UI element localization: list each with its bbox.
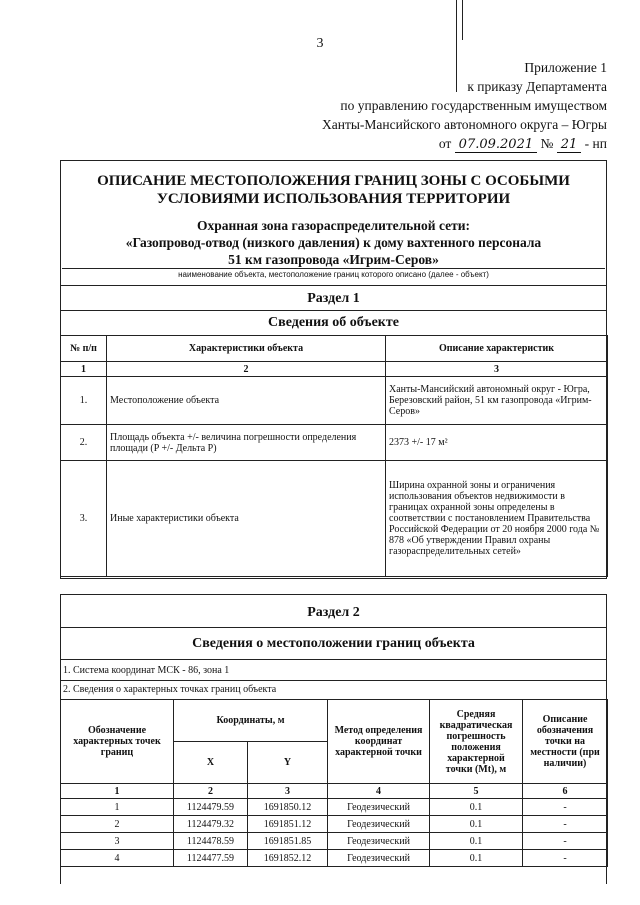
row-name: Местоположение объекта bbox=[107, 377, 386, 425]
appendix-header bbox=[322, 58, 607, 154]
row-num: 3. bbox=[61, 461, 107, 577]
order-suffix: - нп bbox=[584, 136, 607, 151]
section-1-title: Раздел 1 bbox=[307, 291, 360, 306]
point-method: Геодезический bbox=[328, 799, 430, 816]
point-number: 2 bbox=[61, 816, 174, 833]
page-number: 3 bbox=[316, 36, 324, 51]
divider bbox=[60, 285, 607, 286]
row-name: Иные характеристики объекта bbox=[107, 461, 386, 577]
points-label: 2. Сведения о характерных точках границ объекта bbox=[63, 684, 277, 695]
point-x: 1124478.59 bbox=[174, 833, 248, 850]
col-number: 1 bbox=[61, 784, 174, 799]
point-desc: - bbox=[523, 816, 608, 833]
object-name: Охранная зона газораспределительной сети: «Газопровод-отвод (низкого давления) к дому вахтенного персонала 51 км газопровода «Игрим-Серов» bbox=[125, 218, 542, 267]
table-row bbox=[61, 425, 608, 461]
col-number: 6 bbox=[523, 784, 608, 799]
appendix-date-line bbox=[322, 134, 607, 154]
point-desc: - bbox=[523, 799, 608, 816]
point-method: Геодезический bbox=[328, 816, 430, 833]
object-caption: наименование объекта, местоположение границ которого описано (далее - объект) bbox=[178, 270, 489, 279]
divider bbox=[60, 627, 607, 628]
row-desc: Ханты-Мансийский автономный округ - Югра, Березовский район, 51 км газопровода «Игрим-Серов» bbox=[386, 377, 608, 425]
point-x: 1124479.32 bbox=[174, 816, 248, 833]
point-mt: 0.1 bbox=[430, 833, 523, 850]
table-row bbox=[61, 799, 608, 816]
header-error: Средняя квадратическая погрешность положения характерной точки (Mt), м bbox=[430, 700, 523, 784]
point-y: 1691851.12 bbox=[248, 816, 328, 833]
divider bbox=[60, 659, 607, 660]
col-number: 2 bbox=[107, 362, 386, 377]
scan-line bbox=[462, 0, 463, 40]
scan-line bbox=[456, 0, 457, 92]
header-x: X bbox=[174, 742, 248, 784]
col-number: 4 bbox=[328, 784, 430, 799]
row-desc: Ширина охранной зоны и ограничения использования объектов недвижимости в границах охранной зоны определены в соответствии с постановлением Правительства Российской Федерации от 20 ноября 2000 года № 878 «Об утверждении Правил охраны газораспределительных сетей» bbox=[386, 461, 608, 577]
divider bbox=[60, 680, 607, 681]
point-mt: 0.1 bbox=[430, 816, 523, 833]
divider bbox=[62, 268, 605, 269]
row-num: 1. bbox=[61, 377, 107, 425]
divider bbox=[60, 310, 607, 311]
row-desc: 2373 +/- 17 м² bbox=[386, 425, 608, 461]
table-row bbox=[61, 816, 608, 833]
number-label: № bbox=[540, 136, 554, 151]
col-number: 3 bbox=[248, 784, 328, 799]
header-point-description: Описание обозначения точки на местности (при наличии) bbox=[523, 700, 608, 784]
header-coordinates: Координаты, м bbox=[174, 700, 328, 742]
order-date: 07.09.2021 bbox=[455, 137, 537, 153]
header-designation: Обозначение характерных точек границ bbox=[61, 700, 174, 784]
col-number: 3 bbox=[386, 362, 608, 377]
row-num: 2. bbox=[61, 425, 107, 461]
coordinate-system: 1. Система координат МСК - 86, зона 1 bbox=[63, 665, 230, 676]
row-name: Площадь объекта +/- величина погрешности определения площади (P +/- Дельта P) bbox=[107, 425, 386, 461]
appendix-line-1: Приложение 1 bbox=[524, 60, 607, 75]
table-row bbox=[61, 461, 608, 577]
appendix-line-4: Ханты-Мансийского автономного округа – Югры bbox=[322, 117, 607, 132]
col-number: 5 bbox=[430, 784, 523, 799]
point-number: 1 bbox=[61, 799, 174, 816]
header-method: Метод определения координат характерной точки bbox=[328, 700, 430, 784]
section-1-subtitle: Сведения об объекте bbox=[268, 315, 399, 330]
header-description: Описание характеристик bbox=[386, 336, 608, 362]
point-y: 1691851.85 bbox=[248, 833, 328, 850]
point-number: 3 bbox=[61, 833, 174, 850]
header-num: № п/п bbox=[61, 336, 107, 362]
col-number: 2 bbox=[174, 784, 248, 799]
point-mt: 0.1 bbox=[430, 850, 523, 867]
col-number: 1 bbox=[61, 362, 107, 377]
table-row bbox=[61, 377, 608, 425]
point-desc: - bbox=[523, 850, 608, 867]
section-2-title: Раздел 2 bbox=[307, 605, 360, 620]
point-mt: 0.1 bbox=[430, 799, 523, 816]
point-x: 1124477.59 bbox=[174, 850, 248, 867]
appendix-line-2: к приказу Департамента bbox=[467, 79, 607, 94]
table-row bbox=[61, 833, 608, 850]
point-number: 4 bbox=[61, 850, 174, 867]
table-row bbox=[61, 850, 608, 867]
point-y: 1691852.12 bbox=[248, 850, 328, 867]
points-table bbox=[60, 699, 608, 867]
header-characteristics: Характеристики объекта bbox=[107, 336, 386, 362]
appendix-line-3: по управлению государственным имуществом bbox=[340, 98, 607, 113]
from-label: от bbox=[438, 136, 452, 151]
point-desc: - bbox=[523, 833, 608, 850]
point-x: 1124479.59 bbox=[174, 799, 248, 816]
point-method: Геодезический bbox=[328, 850, 430, 867]
order-number: 21 bbox=[557, 137, 582, 153]
point-method: Геодезический bbox=[328, 833, 430, 850]
header-y: Y bbox=[248, 742, 328, 784]
document-title: ОПИСАНИЕ МЕСТОПОЛОЖЕНИЯ ГРАНИЦ ЗОНЫ С ОСОБЫМИ УСЛОВИЯМИ ИСПОЛЬЗОВАНИЯ ТЕРРИТОРИИ bbox=[97, 173, 570, 207]
object-info-table bbox=[60, 335, 608, 577]
section-2-subtitle: Сведения о местоположении границ объекта bbox=[192, 636, 475, 651]
point-y: 1691850.12 bbox=[248, 799, 328, 816]
